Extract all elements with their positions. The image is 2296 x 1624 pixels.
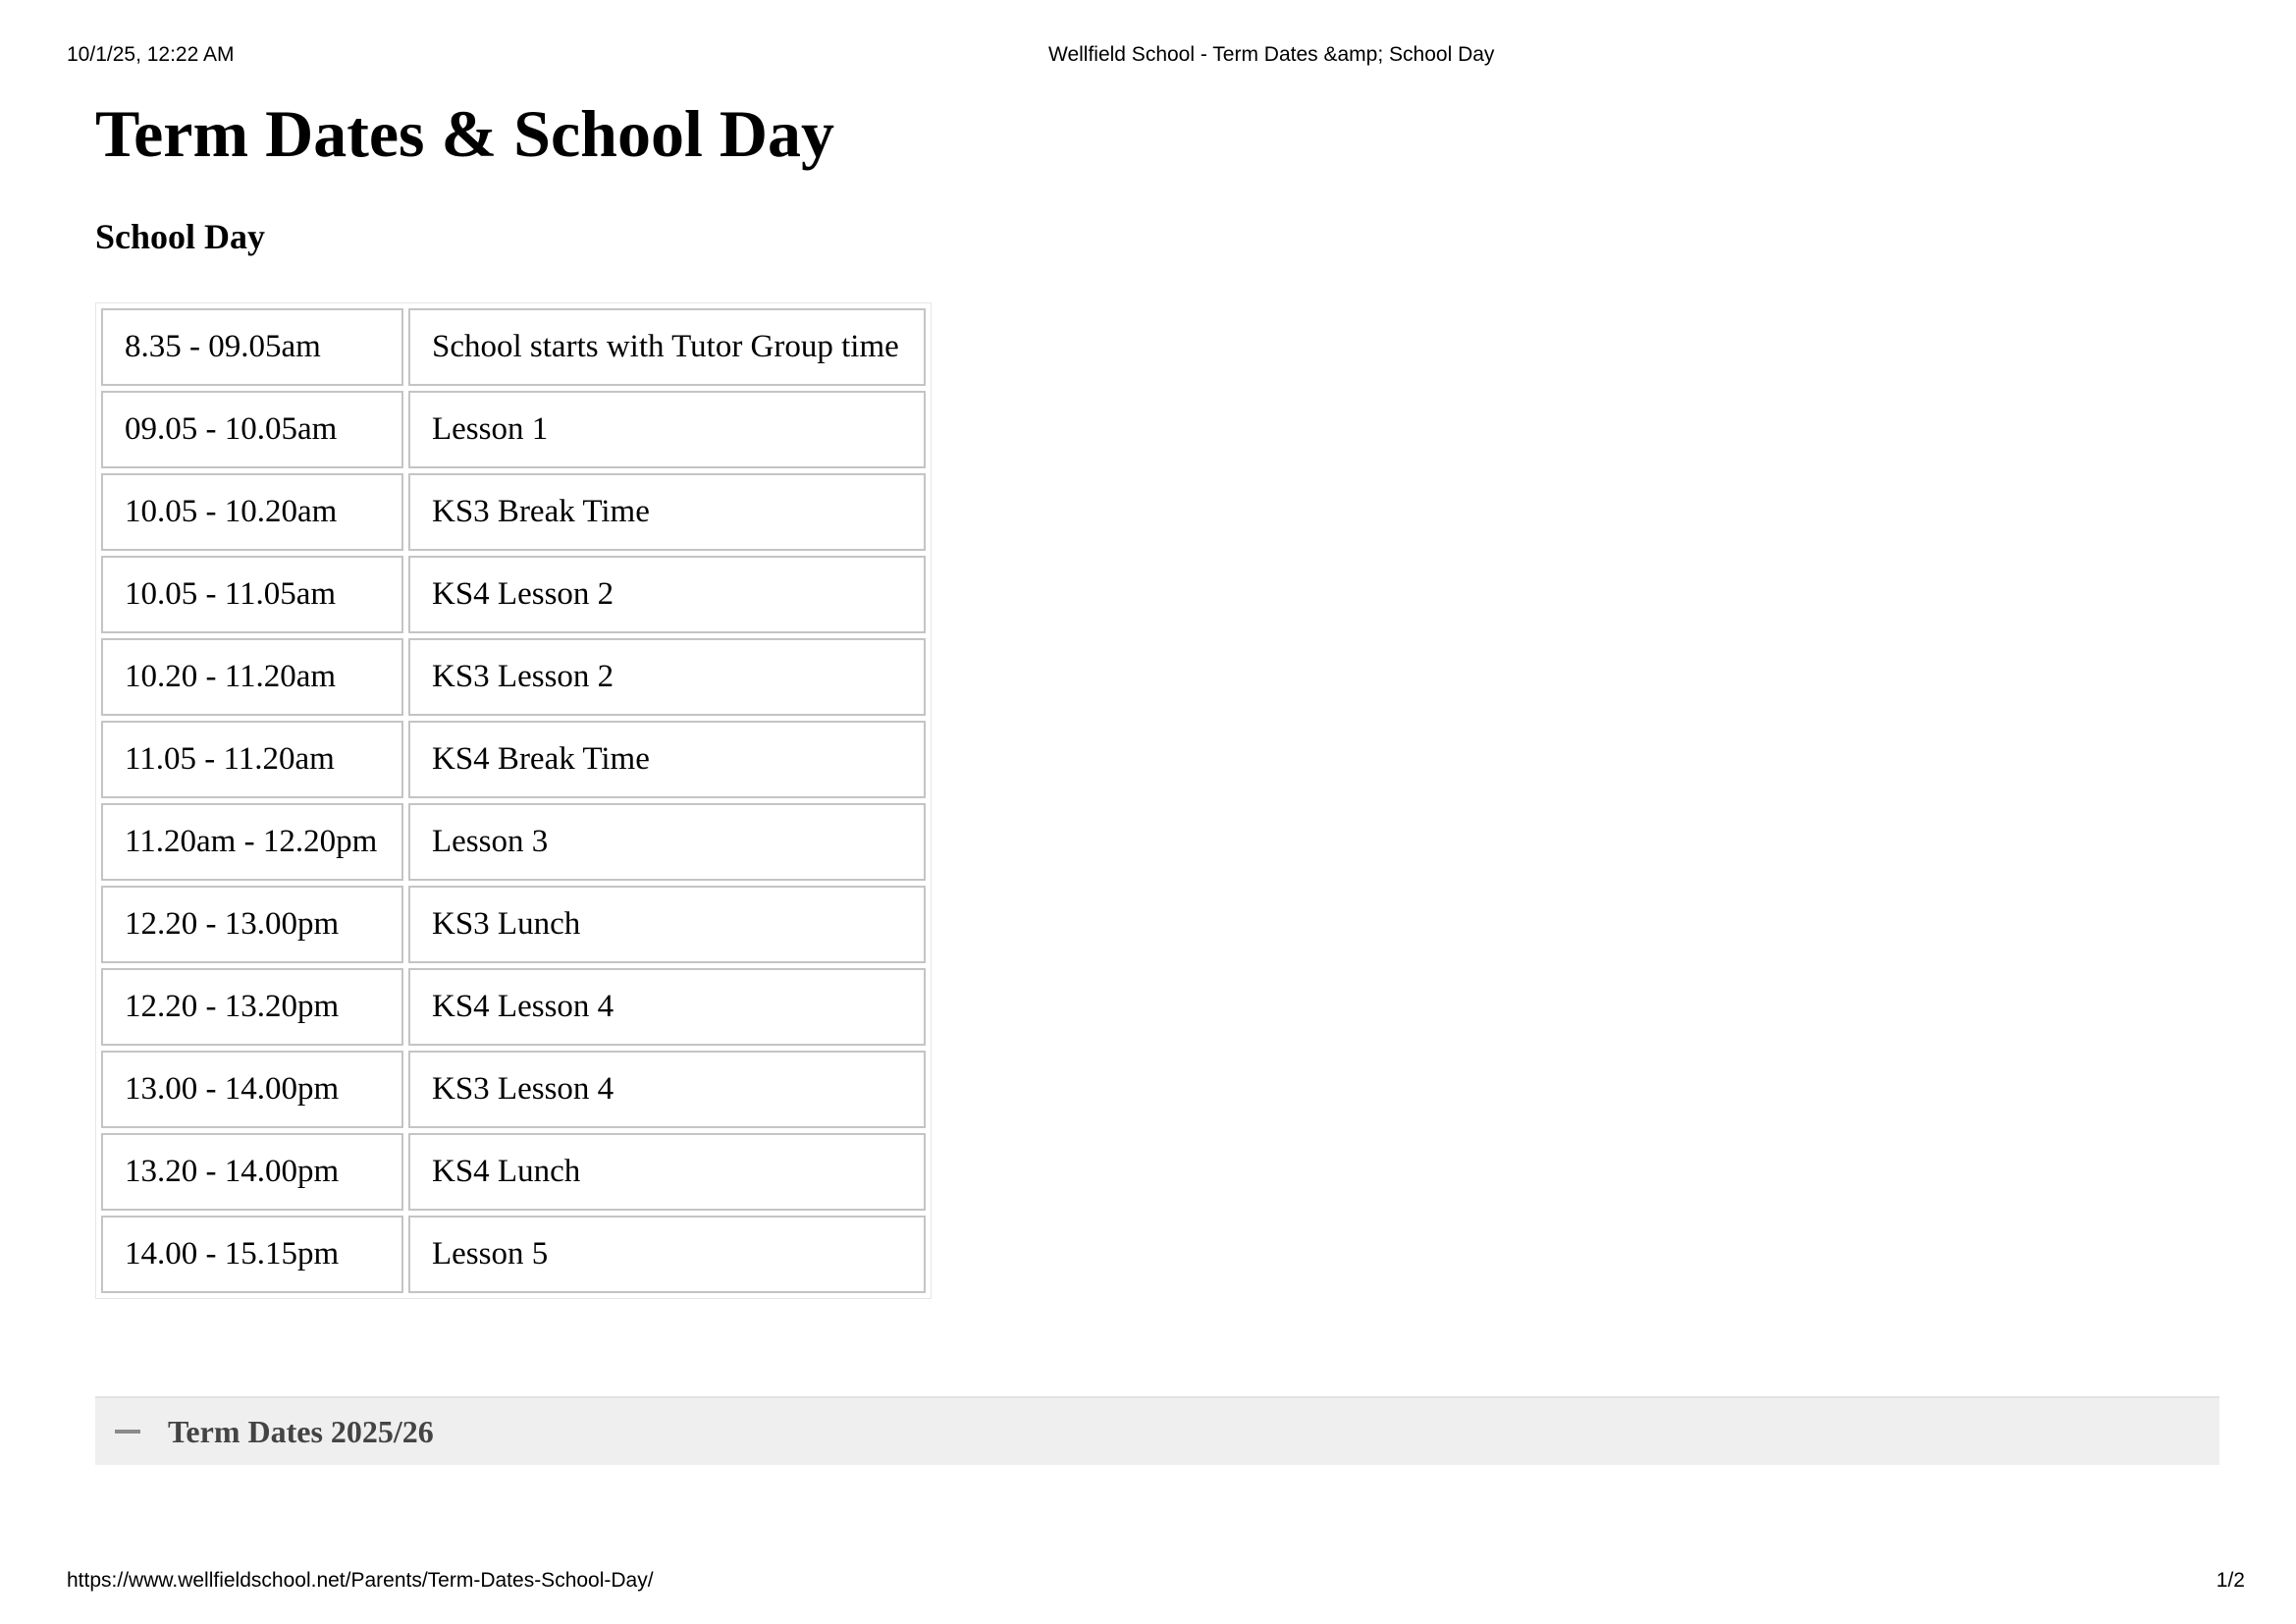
activity-cell: Lesson 5 <box>408 1216 926 1293</box>
table-row <box>101 721 926 798</box>
table-row <box>101 968 926 1046</box>
time-cell: 11.05 - 11.20am <box>101 721 403 798</box>
table-row <box>101 391 926 468</box>
activity-cell: KS4 Break Time <box>408 721 926 798</box>
print-page-indicator: 1/2 <box>2216 1569 2245 1592</box>
time-cell: 12.20 - 13.00pm <box>101 886 403 963</box>
table-row <box>101 638 926 716</box>
activity-cell: Lesson 3 <box>408 803 926 881</box>
school-day-table <box>95 302 932 1299</box>
activity-cell: KS4 Lesson 4 <box>408 968 926 1046</box>
page-title: Term Dates & School Day <box>95 96 834 171</box>
activity-cell: KS3 Lesson 4 <box>408 1051 926 1128</box>
activity-cell: KS3 Lesson 2 <box>408 638 926 716</box>
time-cell: 13.00 - 14.00pm <box>101 1051 403 1128</box>
time-cell: 09.05 - 10.05am <box>101 391 403 468</box>
accordion-label: Term Dates 2025/26 <box>168 1413 434 1449</box>
table-row <box>101 886 926 963</box>
time-cell: 11.20am - 12.20pm <box>101 803 403 881</box>
activity-cell: KS3 Lunch <box>408 886 926 963</box>
term-dates-accordion-header[interactable] <box>95 1396 2219 1465</box>
print-url: https://www.wellfieldschool.net/Parents/Term-Dates-School-Day/ <box>67 1569 654 1592</box>
activity-cell: Lesson 1 <box>408 391 926 468</box>
table-row <box>101 803 926 881</box>
print-document-title: Wellfield School - Term Dates &amp; School Day <box>1048 43 1495 66</box>
activity-cell: KS4 Lunch <box>408 1133 926 1211</box>
table-row <box>101 1216 926 1293</box>
activity-cell: School starts with Tutor Group time <box>408 308 926 386</box>
time-cell: 8.35 - 09.05am <box>101 308 403 386</box>
table-row <box>101 556 926 633</box>
time-cell: 10.05 - 11.05am <box>101 556 403 633</box>
table-row <box>101 473 926 551</box>
print-datetime: 10/1/25, 12:22 AM <box>67 43 235 66</box>
section-title-school-day: School Day <box>95 217 266 256</box>
time-cell: 10.05 - 10.20am <box>101 473 403 551</box>
table-row <box>101 1051 926 1128</box>
minus-icon[interactable] <box>115 1430 140 1434</box>
time-cell: 14.00 - 15.15pm <box>101 1216 403 1293</box>
activity-cell: KS4 Lesson 2 <box>408 556 926 633</box>
time-cell: 12.20 - 13.20pm <box>101 968 403 1046</box>
time-cell: 10.20 - 11.20am <box>101 638 403 716</box>
table-row <box>101 308 926 386</box>
table-row <box>101 1133 926 1211</box>
activity-cell: KS3 Break Time <box>408 473 926 551</box>
time-cell: 13.20 - 14.00pm <box>101 1133 403 1211</box>
